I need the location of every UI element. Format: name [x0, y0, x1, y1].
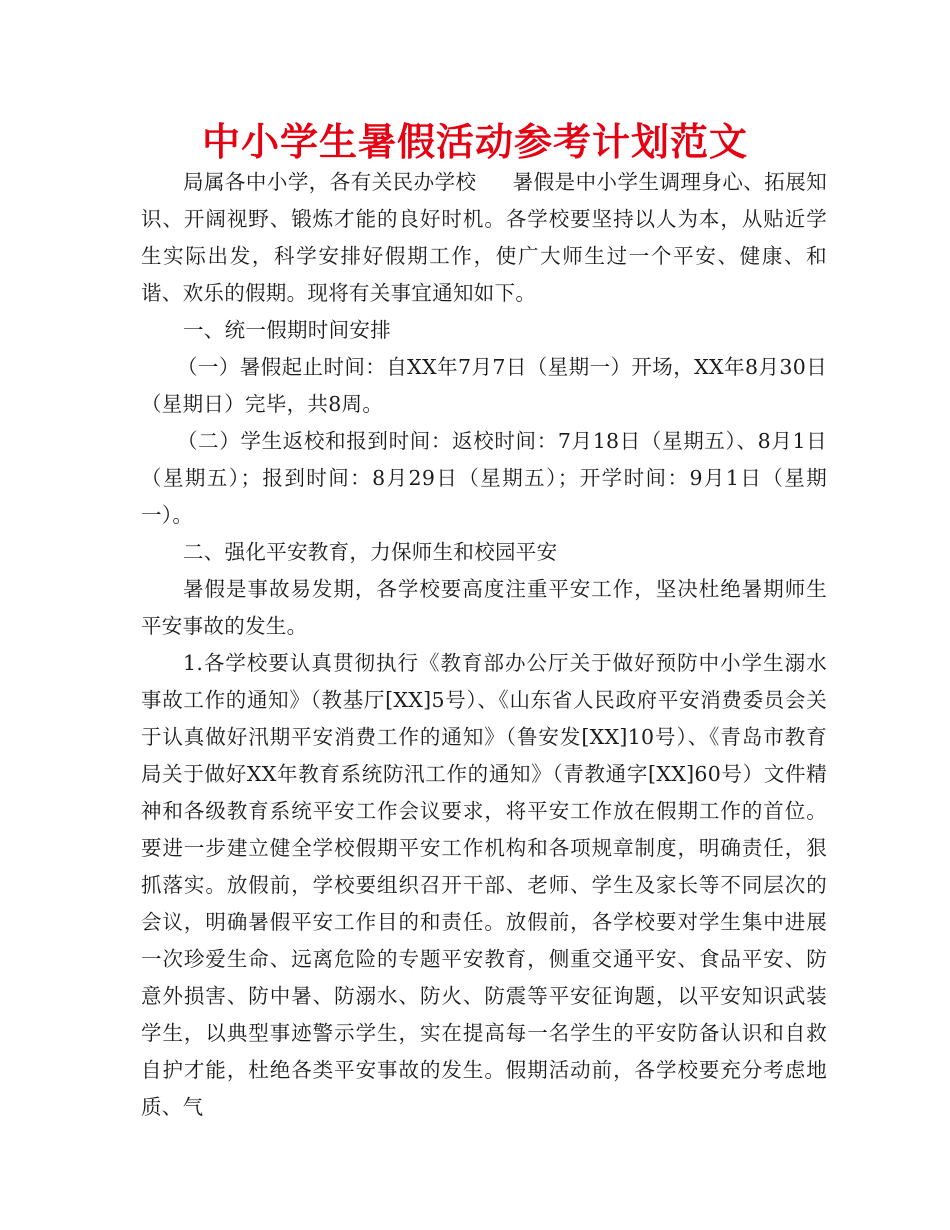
- paragraph-holiday-dates: （一）暑假起止时间：自XX年7月7日（星期一）开场，XX年8月30日（星期日）完毕，共8周。: [141, 355, 827, 416]
- paragraph-safety-item-1: 1.各学校要认真贯彻执行《教育部办公厅关于做好预防中小学生溺水事故工作的通知》（教基厅[XX]5号）、《山东省人民政府平安消费委员会关于认真做好汛期平安消费工作的通知》（鲁安发[XX]10号）、《青岛市教育局关于做好XX年教育系统防汛工作的通知》（青教通字[XX]60号）文件精神和各级教育系统平安工作会议要求，将平安工作放在假期工作的首位。要进一步建立健全学校假期平安工作机构和各项规章制度，明确责任，狠抓落实。放假前，学校要组织召开干部、老师、学生及家长等不同层次的会议，明确暑假平安工作目的和责任。放假前，各学校要对学生集中进展一次珍爱生命、远离危险的专题平安教育，侧重交通平安、食品平安、防意外损害、防中暑、防溺水、防火、防震等平安征询题，以平安知识武装学生，以典型事迹警示学生，实在提高每一名学生的平安防备认识和自救自护才能，杜绝各类平安事故的发生。假期活动前，各学校要充分考虑地质、气: [141, 651, 827, 1119]
- paragraph-safety-intro: 暑假是事故易发期，各学校要高度注重平安工作，坚决杜绝暑期师生平安事故的发生。: [141, 577, 827, 638]
- document-body: [141, 164, 827, 1126]
- intro-paragraph: [141, 164, 827, 312]
- intro-recipients: 局属各中小学，各有关民办学校: [183, 170, 477, 194]
- document-title: 中小学生暑假活动参考计划范文: [201, 120, 748, 164]
- intro-text: 暑假是中小学生调理身心、拓展知识、开阔视野、锻炼才能的良好时机。各学校要坚持以人为本，从贴近学生实际出发，科学安排好假期工作，使广大师生过一个平安、健康、和谐、欢乐的假期。现将有关事宜通知如下。: [141, 170, 827, 305]
- section-heading-2: 二、强化平安教育，力保师生和校园平安: [183, 540, 558, 564]
- paragraph-return-dates: （二）学生返校和报到时间：返校时间：7月18日（星期五）、8月1日（星期五）；报到时间：8月29日（星期五）；开学时间：9月1日（星期一）。: [141, 429, 827, 527]
- section-heading-1: 一、统一假期时间安排: [183, 318, 391, 342]
